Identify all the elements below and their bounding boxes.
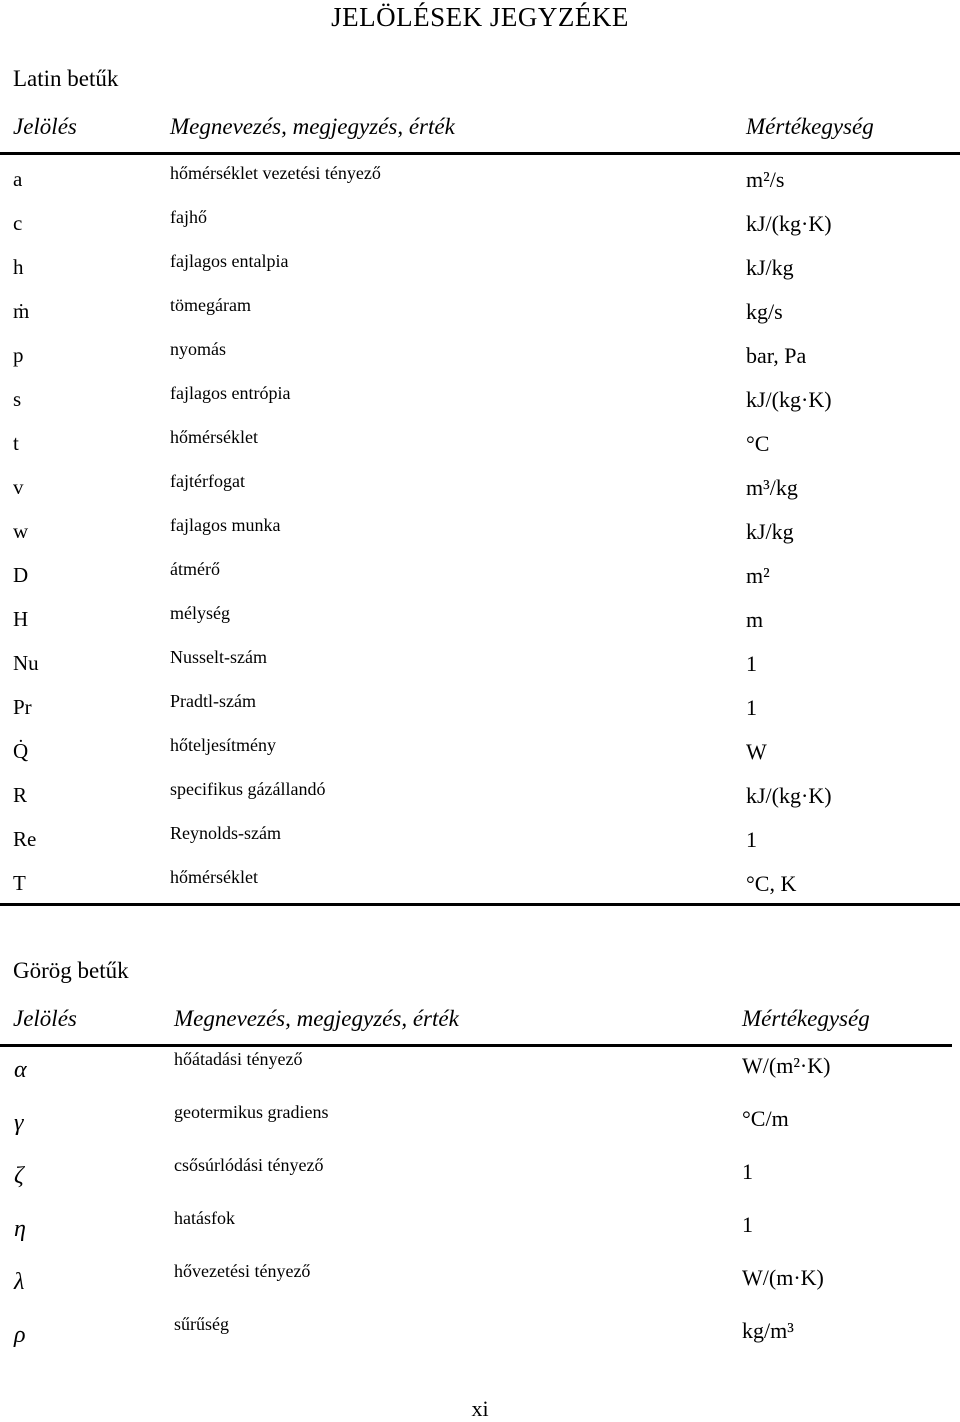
cell-name: sűrűség: [174, 1314, 229, 1334]
cell-unit: 1: [746, 651, 757, 676]
cell-name: fajtérfogat: [170, 471, 245, 491]
header-unit: Mértékegység: [742, 1006, 870, 1031]
cell-unit: kJ/(kg·K): [746, 387, 832, 412]
table-row: [0, 419, 960, 463]
cell-name: fajhő: [170, 207, 207, 227]
table-row: [0, 1047, 960, 1100]
cell-unit: W/(m²·K): [742, 1053, 831, 1078]
page-number: xi: [471, 1396, 489, 1421]
cell-symbol: c: [13, 211, 23, 235]
latin-symbols-table: [0, 114, 960, 903]
cell-symbol: η: [14, 1216, 26, 1242]
cell-name: nyomás: [170, 339, 226, 359]
cell-name: csősúrlódási tényező: [174, 1155, 324, 1175]
cell-unit: 1: [746, 827, 757, 852]
table-row: [0, 727, 960, 771]
cell-symbol: Nu: [13, 651, 39, 675]
cell-unit: kJ/kg: [746, 255, 794, 280]
cell-symbol: H: [13, 607, 29, 631]
cell-symbol: s: [13, 387, 22, 411]
latin-section-title: Latin betűk: [13, 66, 119, 91]
latin-table-bottom-rule: [0, 903, 960, 906]
cell-unit: 1: [746, 695, 757, 720]
cell-unit: °C: [746, 431, 770, 456]
table-row: [0, 1312, 960, 1365]
cell-symbol: T: [13, 871, 26, 895]
greek-rows: [0, 1047, 960, 1365]
table-row: [0, 375, 960, 419]
cell-symbol: p: [13, 343, 24, 367]
cell-unit: kJ/(kg·K): [746, 783, 832, 808]
cell-symbol: ζ: [14, 1163, 24, 1189]
table-row: [0, 639, 960, 683]
table-row: [0, 287, 960, 331]
latin-rows: [0, 155, 960, 903]
cell-unit: m³/kg: [746, 475, 798, 500]
table-row: [0, 463, 960, 507]
cell-name: specifikus gázállandó: [170, 779, 326, 799]
table-row: [0, 771, 960, 815]
cell-name: hatásfok: [174, 1208, 235, 1228]
cell-unit: 1: [742, 1159, 753, 1184]
cell-name: átmérő: [170, 559, 220, 579]
cell-symbol: Re: [13, 827, 37, 851]
cell-unit: m: [746, 607, 764, 632]
cell-name: Nusselt-szám: [170, 647, 267, 667]
cell-symbol: v: [13, 475, 24, 499]
cell-unit: °C/m: [742, 1106, 789, 1131]
cell-symbol: Pr: [13, 695, 32, 719]
cell-name: hőátadási tényező: [174, 1049, 303, 1069]
cell-unit: 1: [742, 1212, 753, 1237]
cell-symbol: t: [13, 431, 19, 455]
table-row: [0, 683, 960, 727]
cell-symbol: D: [13, 563, 29, 587]
cell-unit: W: [746, 739, 767, 764]
cell-symbol: R: [13, 783, 28, 807]
cell-symbol: λ: [14, 1269, 25, 1295]
greek-table-header: [0, 1006, 952, 1047]
table-row: [0, 1206, 960, 1259]
cell-name: tömegáram: [170, 295, 251, 315]
table-row: [0, 595, 960, 639]
cell-name: hőmérséklet: [170, 427, 258, 447]
cell-symbol: γ: [14, 1110, 24, 1136]
header-symbol: Jelölés: [13, 114, 77, 139]
cell-name: hőmérséklet: [170, 867, 258, 887]
table-row: [0, 507, 960, 551]
table-row: [0, 859, 960, 903]
cell-symbol: a: [13, 167, 23, 191]
cell-unit: kJ/kg: [746, 519, 794, 544]
cell-name: hővezetési tényező: [174, 1261, 311, 1281]
table-row: [0, 199, 960, 243]
header-name: Megnevezés, megjegyzés, érték: [174, 1006, 459, 1031]
header-name: Megnevezés, megjegyzés, érték: [170, 114, 455, 139]
cell-unit: °C, K: [746, 871, 797, 896]
table-row: [0, 815, 960, 859]
cell-symbol: w: [13, 519, 29, 543]
greek-section-title: Görög betűk: [13, 958, 129, 983]
header-unit: Mértékegység: [746, 114, 874, 139]
table-row: [0, 1100, 960, 1153]
cell-name: geotermikus gradiens: [174, 1102, 329, 1122]
cell-name: hőteljesítmény: [170, 735, 276, 755]
cell-unit: W/(m·K): [742, 1265, 824, 1290]
cell-unit: kJ/(kg·K): [746, 211, 832, 236]
page-title: JELÖLÉSEK JEGYZÉKE: [331, 2, 629, 32]
header-symbol: Jelölés: [13, 1006, 77, 1031]
table-row: [0, 243, 960, 287]
cell-symbol: h: [13, 255, 24, 279]
cell-name: Reynolds-szám: [170, 823, 281, 843]
cell-unit: m²/s: [746, 167, 785, 192]
greek-symbols-table: [0, 1006, 960, 1365]
table-row: [0, 331, 960, 375]
cell-symbol: ρ: [14, 1322, 26, 1348]
cell-name: hőmérséklet vezetési tényező: [170, 163, 381, 183]
table-row: [0, 1259, 960, 1312]
cell-symbol: ṁ: [13, 299, 30, 323]
table-row: [0, 551, 960, 595]
latin-table-header: [0, 114, 960, 155]
cell-name: fajlagos munka: [170, 515, 281, 535]
cell-unit: m²: [746, 563, 770, 588]
table-row: [0, 155, 960, 199]
cell-name: mélység: [170, 603, 230, 623]
cell-unit: kg/m³: [742, 1318, 794, 1343]
cell-name: Pradtl-szám: [170, 691, 256, 711]
cell-symbol: α: [14, 1057, 27, 1083]
cell-unit: kg/s: [746, 299, 783, 324]
table-row: [0, 1153, 960, 1206]
cell-name: fajlagos entalpia: [170, 251, 289, 271]
cell-symbol: Q̇: [13, 739, 29, 763]
cell-name: fajlagos entrópia: [170, 383, 291, 403]
cell-unit: bar, Pa: [746, 343, 807, 368]
